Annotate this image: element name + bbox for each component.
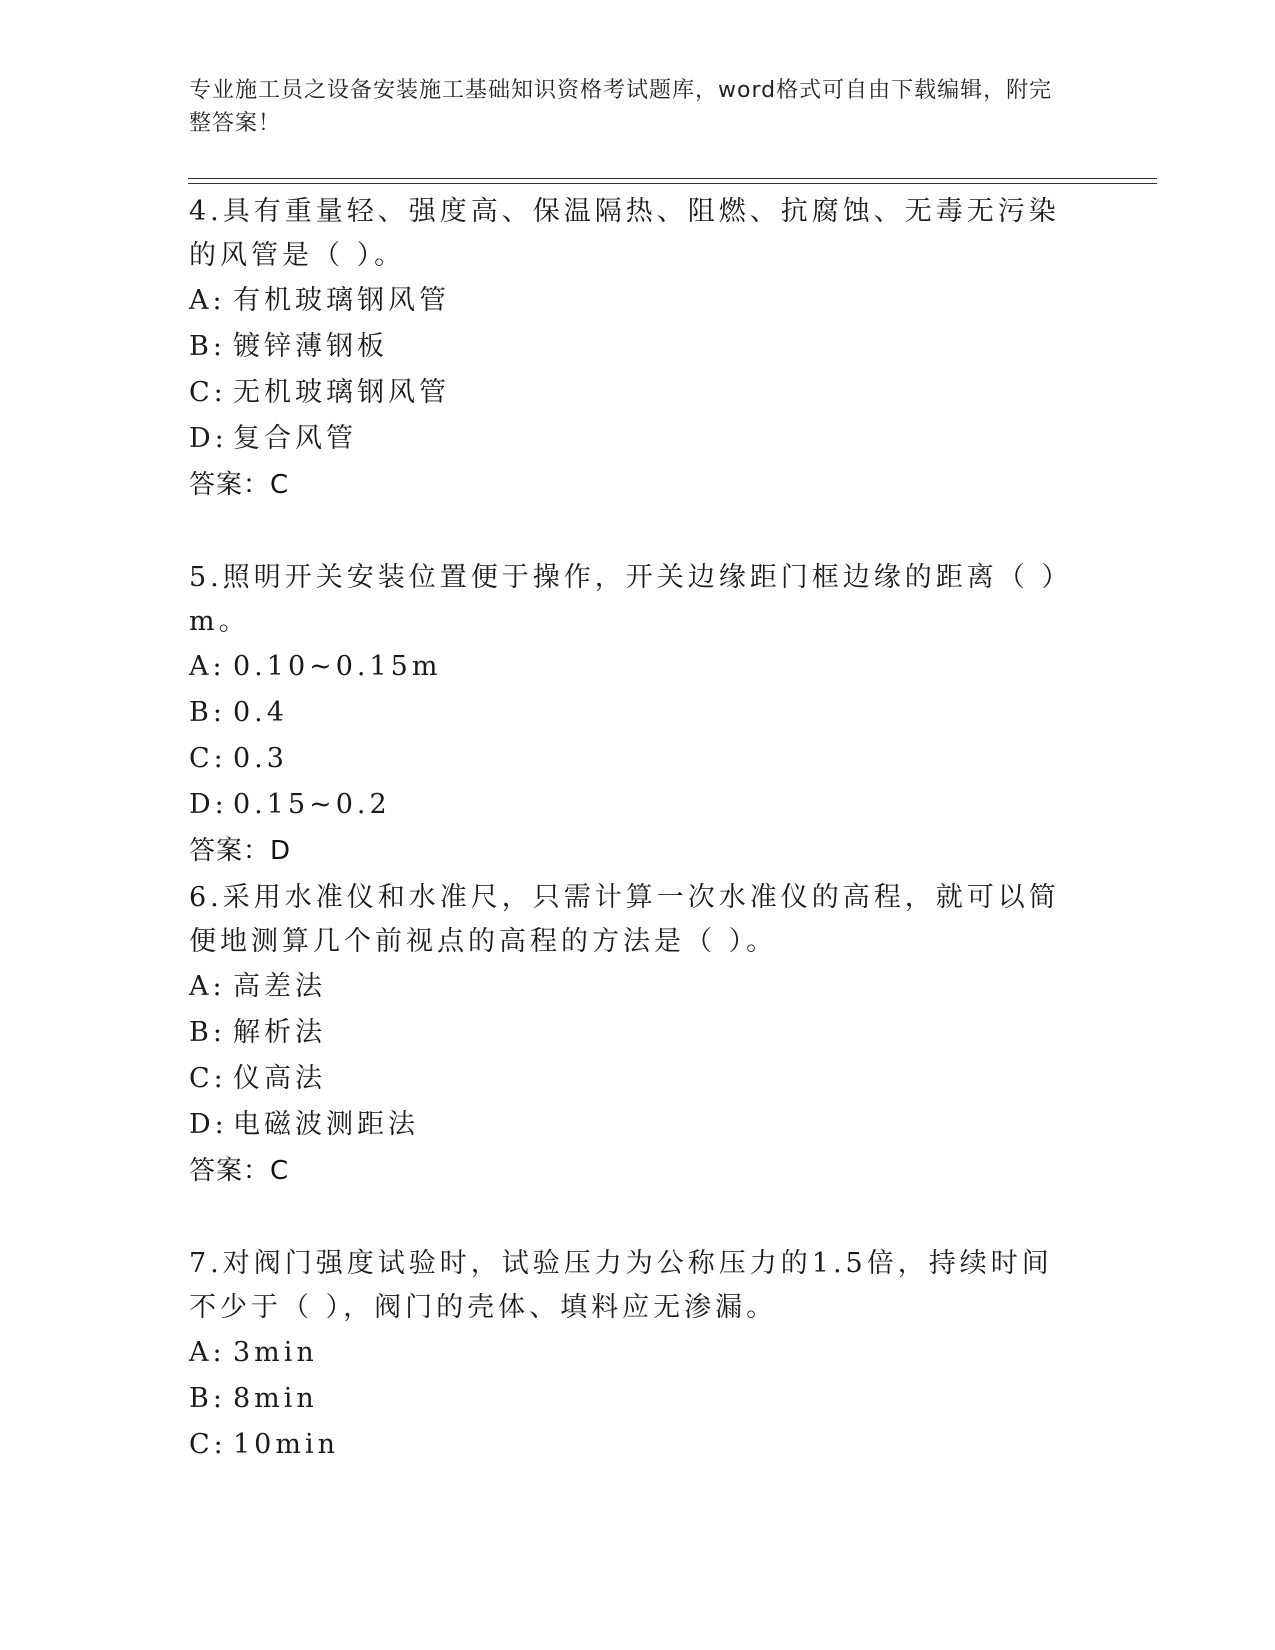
option-text: 电磁波测距法: [233, 1109, 419, 1140]
option-letter: B:: [189, 1017, 226, 1048]
option-letter: B:: [189, 1383, 226, 1414]
option-text: 8min: [233, 1383, 318, 1414]
option-text: 解析法: [233, 1017, 326, 1048]
option-d: [189, 416, 1069, 462]
header-divider-bottom: [188, 183, 1157, 184]
option-letter: B:: [189, 697, 226, 728]
option-a: [189, 964, 1069, 1010]
option-letter: C:: [189, 1063, 227, 1094]
option-a: [189, 278, 1069, 324]
question-stem: 5.照明开关安装位置便于操作，开关边缘距门框边缘的距离（ ）m。: [189, 562, 1059, 637]
option-letter: D:: [189, 1109, 228, 1140]
question-stem: 6.采用水准仪和水准尺，只需计算一次水准仪的高程，就可以简便地测算几个前视点的高程的方法是（ ）。: [189, 882, 1060, 957]
answer-label: 答案：C: [189, 1156, 290, 1186]
option-b: [189, 1010, 1069, 1056]
option-a: [189, 644, 1069, 690]
option-letter: D:: [189, 789, 228, 820]
option-b: [189, 1376, 1069, 1422]
option-letter: D:: [189, 423, 228, 454]
option-c: [189, 1422, 1069, 1468]
option-a: [189, 1330, 1069, 1376]
option-text: 10min: [233, 1429, 339, 1460]
question-stem: 4.具有重量轻、强度高、保温隔热、阻燃、抗腐蚀、无毒无污染的风管是（ ）。: [189, 196, 1060, 271]
option-text: 镀锌薄钢板: [233, 331, 388, 362]
option-c: [189, 1056, 1069, 1102]
option-letter: C:: [189, 1429, 227, 1460]
option-letter: A:: [189, 971, 226, 1002]
answer-label: 答案：C: [189, 470, 290, 500]
option-text: 无机玻璃钢风管: [233, 377, 450, 408]
option-letter: A:: [189, 651, 226, 682]
question-5: [189, 556, 1069, 874]
option-text: 3min: [233, 1337, 318, 1368]
option-d: [189, 782, 1069, 828]
option-text: 仪高法: [233, 1063, 326, 1094]
option-c: [189, 370, 1069, 416]
option-text: 0.10~0.15m: [233, 651, 442, 682]
question-6: [189, 876, 1069, 1194]
option-text: 0.15~0.2: [233, 789, 391, 820]
option-d: [189, 1102, 1069, 1148]
option-text: 0.3: [233, 743, 288, 774]
question-stem: 7.对阀门强度试验时，试验压力为公称压力的1.5倍，持续时间不少于（ ），阀门的壳体、填料应无渗漏。: [189, 1248, 1053, 1323]
option-letter: C:: [189, 743, 227, 774]
option-text: 复合风管: [233, 423, 357, 454]
option-text: 高差法: [233, 971, 326, 1002]
option-letter: B:: [189, 331, 226, 362]
option-b: [189, 324, 1069, 370]
option-letter: C:: [189, 377, 227, 408]
option-letter: A:: [189, 285, 226, 316]
option-letter: A:: [189, 1337, 226, 1368]
option-c: [189, 736, 1069, 782]
option-text: 0.4: [233, 697, 288, 728]
header-divider-top: [188, 178, 1157, 179]
document-header: 专业施工员之设备安装施工基础知识资格考试题库，word格式可自由下载编辑，附完整答案！: [189, 78, 1053, 136]
option-b: [189, 690, 1069, 736]
question-7: [189, 1242, 1069, 1468]
answer-label: 答案：D: [189, 836, 292, 866]
option-text: 有机玻璃钢风管: [233, 285, 450, 316]
question-4: [189, 190, 1069, 508]
